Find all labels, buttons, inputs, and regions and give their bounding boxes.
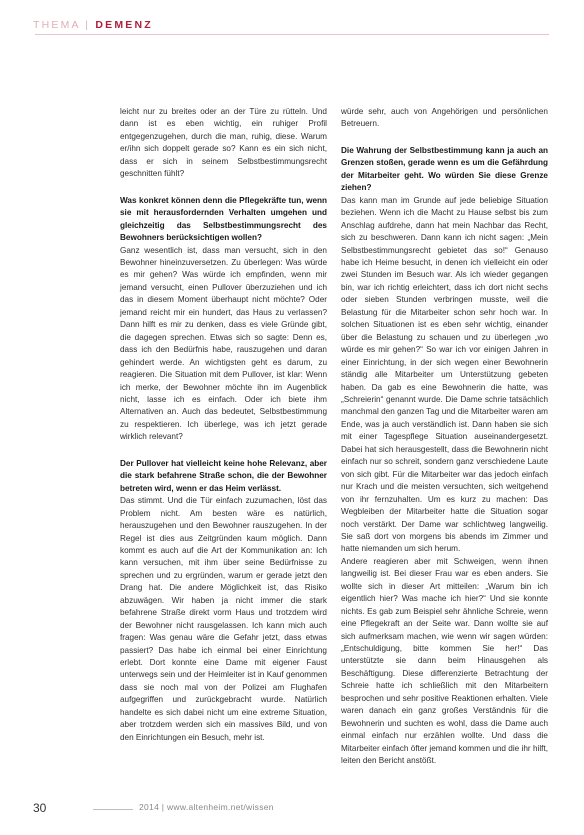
- body-paragraph: Das kann man im Grunde auf jede beliebige Situation beziehen. Wenn ich die Macht zu Hause selbst bis zum Anschlag aufdrehe, dann hat mein Nachbar das Recht, sich zu beschweren. Dann kann ich nicht sagen: „Mein Selbstbestimmungsrecht gebietet das so!“ Genauso habe ich Heime besucht, in denen ich vielleicht ein oder zwei Stunden im Besuch war. Als ich wieder gegangen bin, war ich richtig erleichtert, dass ich dort nicht sechs oder sieben Stunden verbringen musste, weil die Belastung für die Mitarbeiter schon sehr hoch war. In solchen Situationen ist es eben sehr wichtig, einander über die Belastung zu schauen und zu überlegen „wo würde es mir gehen?“ So war ich vor einigen Jahren in einer Einrichtung, in der sich wegen einer Bewohnerin ständig alle Mitarbeiter um Unterstützung gebeten haben. Da gab es eine Bewohnerin die hatte, was „Schreierin“ genannt wurde. Die Dame schrie tatsächlich manchmal den ganzen Tag und die Mitarbeiter waren am Ende, was ja auch verständlich ist. Dann haben sie sich mit einer Tagespflege Situation auseinandergesetzt. Dabei hat sich herausgestellt, dass die Bewohnerin nicht einfach nur so schreit, sondern ganz verschiedene Laute von sich gibt. Für die Mitarbeiter war das jedoch einfach nur Krach und die meisten versuchten, sich weitgehend von ihr fernzuhalten. Um es kurz zu machen: Das Wegbleiben der Mitarbeiter hatte die Situation sogar noch verstärkt. Der Dame war schlichtweg langweilig. Sie saß dort von morgens bis abends im Zimmer und hatte niemanden um sich herum.: [341, 195, 548, 554]
- page-footer: [33, 799, 293, 819]
- body-paragraph: leicht nur zu breites oder an der Türe zu rütteln. Und dann ist es eben wichtig, ein ruhiger Profil entgegenzugehen, durch die man, ruhig, diese. Warum er/ihn sich doppelt gerade so? Kann es ein sich nicht, dass er sich in seinem Selbstbestimmungsrecht geschnitten fühlt?: [120, 107, 327, 179]
- body-paragraph: Das stimmt. Und die Tür einfach zuzumachen, löst das Problem nicht. Am besten wäre es natürlich, herauszugehen und den Bewohner rauszugehen. In der Regel ist dies aus Zeitgründen kaum möglich. Dann kommt es auch auf die Art der Kommunikation an: Ich kann versuchen, mit ihm über seine Bedürfnisse zu sprechen und zu ergründen, warum er gerade jetzt den Drang hat. Die andere Möglichkeit ist, das Risiko abzuwägen. Wir haben ja nicht immer die stark befahrene Straße direkt vorm Haus und trotzdem wird der Bewohner nicht rausgelassen. Ich kann mich auch fragen: Was genau wäre die Gefahr jetzt, dass etwas passiert? Das habe ich einmal bei einer Einrichtung erlebt. Dort konnte eine Dame mit eigener Faust unterwegs sein und der Heimleiter ist in Kauf genommen dass sie noch mal von der Polizei am Flughafen aufgegriffen und zurückgebracht wurde. Natürlich handelte es sich dabei nicht um eine extreme Situation, aber trotzdem werden sich ein massives Bild, und von den Einrichtungen ein Besuch, mehr ist.: [120, 496, 327, 742]
- page-number: 30: [33, 801, 47, 815]
- interview-question: Der Pullover hat vielleicht keine hohe Relevanz, aber die stark befahrene Straße schon, die der Bewohner betreten wird, wenn er das Heim verlässt.: [120, 458, 327, 493]
- header-separator: |: [85, 19, 91, 31]
- interview-question: Was konkret können denn die Pflegekräfte tun, wenn sie mit herausfordernden Verhalten umgehen und gleichzeitig das Selbstbestimmungsrecht des Bewohners berücksichtigen wollen?: [120, 195, 327, 243]
- footer-info: 2014 | www.altenheim.net/wissen: [139, 802, 274, 812]
- topic-label: DEMENZ: [95, 19, 153, 31]
- header-rule: [35, 34, 549, 35]
- section-label: THEMA: [33, 19, 81, 31]
- body-paragraph: Andere reagieren aber mit Schweigen, wenn ihnen langweilig ist. Bei dieser Frau war es eben anders. Sie wollte sich in dieser Art mitteilen: „Warum bin ich eigentlich hier? Was mache ich hier?“ Und sie konnte nichts. Es gab zum Beispiel sehr ähnliche Schreie, wenn eine Pflegekraft an der Seite war. Dann wollte sie auf sich aufmerksam machen, wie wenn wir sagen würden: „Entschuldigung, bitte kommen Sie her!“ Das unterstützte sie dann beim Hinausgehen als Beschäftigung. Diese differenzierte Betrachtung der Schreie hatte ich schließlich mit den Mitarbeitern besprochen und sehr positive Reaktionen erhalten. Viele waren danach ein ganz großes Verständnis für die Bewohnerin und suchten es wohl, dass die Dame auch einmal einfach nur erzählen wollte. Und dass die Mitarbeiter einfach öfter jemand kommen und die ihr hilft, leiten den Bericht anstößt.: [341, 556, 548, 766]
- right-column: [341, 106, 548, 768]
- section-header: [33, 19, 153, 31]
- interview-question: Die Wahrung der Selbstbestimmung kann ja auch an Grenzen stoßen, gerade wenn es um die Gefährdung der Mitarbeiter geht. Wo würden Sie diese Grenze ziehen?: [341, 145, 548, 193]
- body-paragraph: würde sehr, auch von Angehörigen und persönlichen Betreuern.: [341, 107, 548, 129]
- body-paragraph: Ganz wesentlich ist, dass man versucht, sich in den Bewohner hineinzuversetzen. Zu überlegen: Was würde es mir gehen? Was würde ich empfinden, wenn mir jemand versucht, einen Pullover überzuziehen und ich das in diesem Moment überhaupt nicht möchte? Oder jemand reicht mir ein hundert, das Haus zu verlassen? Dann hilft es mir zu denken, dass es viele Gründe gibt, die dagegen sprechen. Etwas sich so sagte: Denn es, dass ich den Bedürfnis habe, rauszugehen und daran gehindert werde. An wichtigsten geht es darum, zu reagieren. Die Situation mit dem Pullover, ist klar: Wenn ich merke, der Bewohner möchte ihn im Augenblick nicht, lasse ich es einfach. Oder ich biete ihm Alternativen an. Auch das bedeutet, Selbstbestimmung zu respektieren. Ich überlege, was ich jetzt gerade wirklich relevant?: [120, 245, 327, 442]
- footer-rule: [93, 809, 133, 810]
- left-column: [120, 106, 327, 744]
